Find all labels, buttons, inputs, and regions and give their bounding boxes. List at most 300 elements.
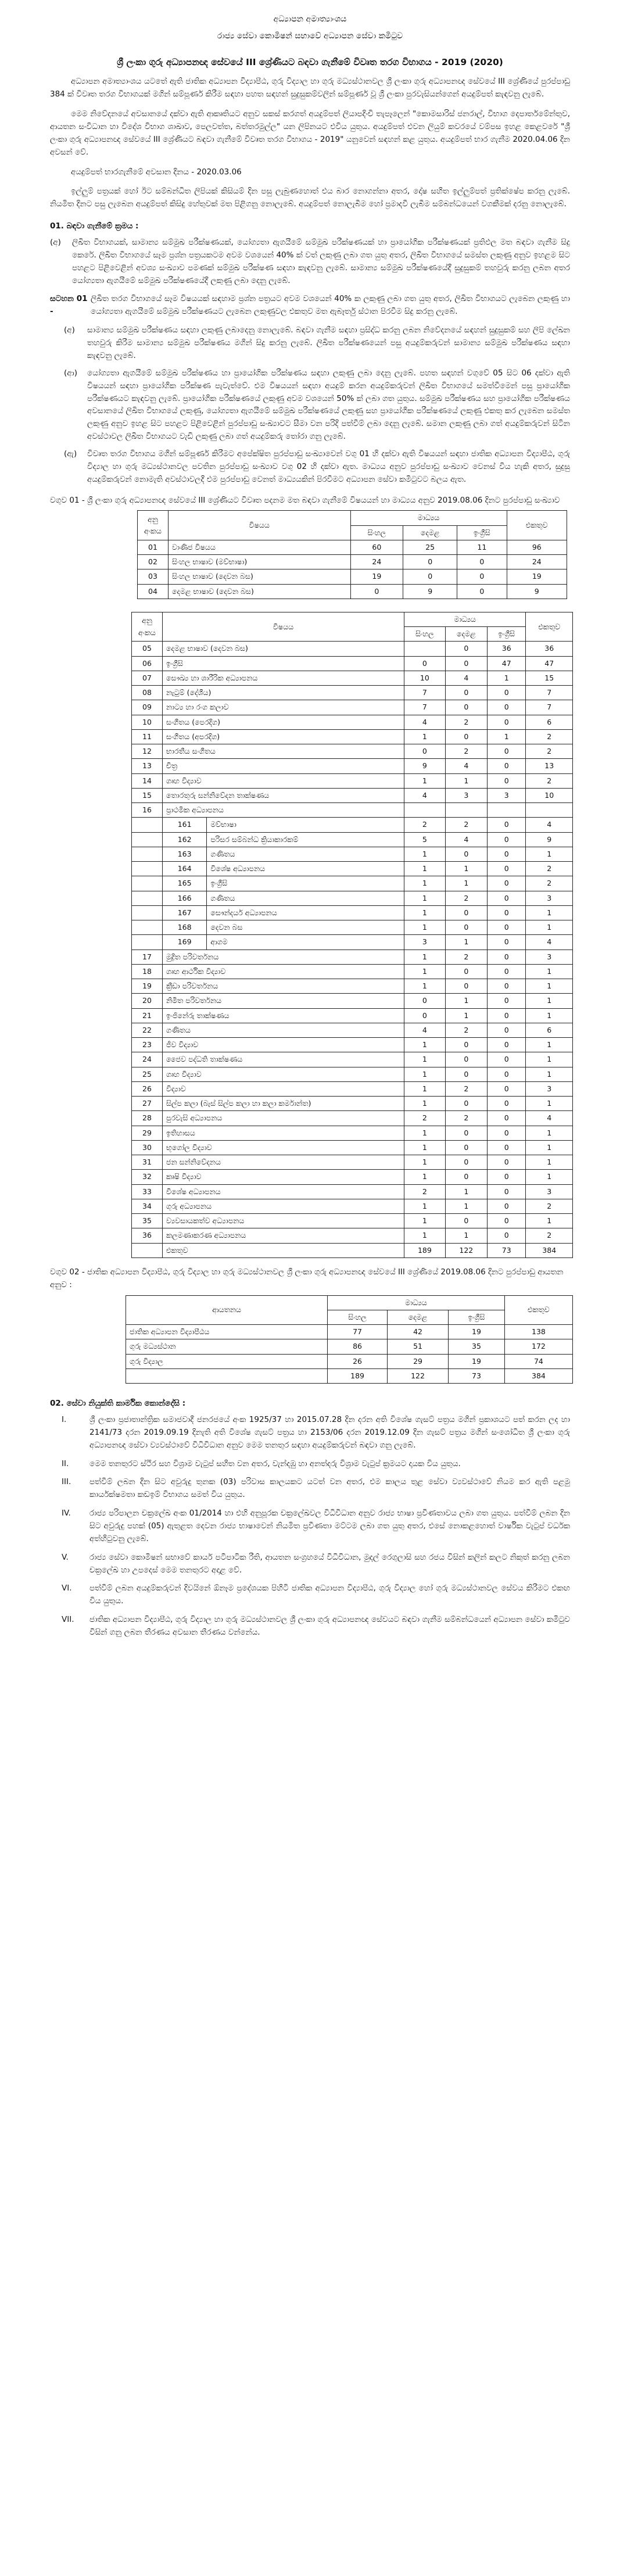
table-cell: 1 — [526, 847, 573, 861]
table-cell: ඉතිහාසය — [163, 1126, 404, 1140]
table-cell: 0 — [487, 876, 525, 891]
table-cell: 0 — [487, 818, 525, 832]
table-cell: 0 — [445, 656, 487, 671]
table-cell: 3 — [526, 891, 573, 905]
table-cell: කලමණාකරණ අධ්‍යාපනය — [163, 1228, 404, 1243]
table-cell: 1 — [445, 994, 487, 1008]
table-cell: 10 — [132, 715, 163, 729]
table-cell: 0 — [445, 1038, 487, 1052]
table-cell: 165 — [163, 876, 207, 891]
table-cell: 07 — [132, 671, 163, 685]
table-cell: 0 — [445, 1170, 487, 1184]
table-cell: 163 — [163, 847, 207, 861]
note-1 — [50, 293, 570, 318]
table-cell: 1 — [526, 1008, 573, 1023]
table-row — [132, 656, 573, 671]
col-header: ඉංග්‍රීසි — [487, 627, 525, 642]
table-cell: 25 — [132, 1067, 163, 1081]
table-cell: 0 — [487, 1228, 525, 1243]
table-cell: 0 — [487, 1155, 525, 1170]
table-cell: 1 — [526, 964, 573, 979]
table-cell — [126, 1368, 328, 1383]
table-cell: 1 — [404, 876, 446, 891]
table-cell: 162 — [163, 832, 207, 847]
table-cell: මුද්‍රිත පරිවර්තනය — [163, 950, 404, 964]
table-cell-empty — [132, 832, 163, 847]
table-cell: ගුරු අධ්‍යාපනය — [163, 1199, 404, 1213]
table-cell: 164 — [163, 862, 207, 876]
table-cell-empty — [132, 920, 163, 935]
table-cell: 166 — [163, 891, 207, 905]
table-cell: 1 — [445, 1184, 487, 1199]
table-cell: ආගම — [207, 935, 404, 950]
subitem-text: සාමාන්‍ය සම්මුඛ පරීක්ෂණය සඳහා ලකුණු ලබාදෙනු නොලැබේ. බඳවා ගැනීම සඳහා ප්‍රසිද්ධ කරනු ලබන නිවේදනයේ සඳහන් සුදුසුකම් සහ ලිපි ලේඛන තහවුරු කිරීම සාමාන්‍ය සම්මුඛ පරීක්ෂණය මගින් සිදු කරනු ලැබේ. ලිඛිත පරීක්ෂණයෙන් පසු අයදුම්කරුවන් සාමාන්‍ය සම්මුඛ පරීක්ෂණය සඳහා කැඳවනු ලැබේ. — [87, 325, 570, 360]
table-cell: 1 — [526, 979, 573, 994]
item-marker: (අ) — [50, 238, 61, 248]
table-cell: 27 — [132, 1097, 163, 1111]
col-header: දෙමළ — [445, 627, 487, 642]
table-cell: භාරතීය සංගීතය — [163, 744, 404, 759]
condition-text: මෙම තනතුරට ස්ථිර සහ විශ්‍රාම වැටුප් සහිත වන අතර, වැන්දඹු හා අනත්දරු විශ්‍රාම වැටුප් ක්‍රමයට දායක විය යුතුය. — [89, 1459, 461, 1468]
table-subrow — [132, 935, 573, 950]
table-cell: 14 — [132, 773, 163, 788]
table-cell: 172 — [504, 1339, 572, 1354]
table-cell: 19 — [449, 1354, 505, 1368]
table-cell: 1 — [404, 905, 446, 920]
table-cell: 1 — [526, 1170, 573, 1184]
table-cell: ගණිතය — [207, 847, 404, 861]
table-cell: 1 — [404, 1052, 446, 1067]
table-cell: 0 — [487, 920, 525, 935]
table-cell: 77 — [328, 1325, 388, 1339]
table-cell: 34 — [132, 1199, 163, 1213]
table-cell: 6 — [526, 1023, 573, 1037]
condition-marker: VI. — [62, 1583, 72, 1593]
table-cell: තොරතුරු සන්නිවේදන තාක්ෂණය — [163, 788, 404, 802]
table-cell: 169 — [163, 935, 207, 950]
table-cell: 0 — [445, 905, 487, 920]
table-row — [132, 729, 573, 744]
table-cell: 06 — [132, 656, 163, 671]
table-cell: 9 — [404, 759, 446, 773]
table-cell-empty — [132, 905, 163, 920]
table-cell: 35 — [132, 1214, 163, 1228]
table-cell: දෙවන බස — [207, 920, 404, 935]
section-2-heading: 02. සේවා නියුක්ති කාර්මික කොන්දේසි : — [50, 1399, 186, 1409]
table-cell: 1 — [526, 1052, 573, 1067]
table-cell: පුරවැසි අධ්‍යාපනය — [163, 1111, 404, 1126]
table-row — [132, 1023, 573, 1037]
table-cell: 9 — [507, 584, 567, 599]
table-cell: 1 — [404, 891, 446, 905]
table-cell: ගෘහ විද්‍යාව — [163, 1067, 404, 1081]
table-row — [132, 964, 573, 979]
table-row — [138, 555, 567, 569]
table-row — [132, 1038, 573, 1052]
table-cell: මව්භාෂා — [207, 818, 404, 832]
table-cell: 3 — [526, 1081, 573, 1096]
table-cell: චිත්‍ර — [163, 759, 404, 773]
condition-item — [62, 1414, 570, 1452]
table-cell: 2 — [445, 891, 487, 905]
table-row — [132, 979, 573, 994]
table-cell: 0 — [404, 656, 446, 671]
table-cell: 1 — [445, 862, 487, 876]
table-cell-empty — [132, 891, 163, 905]
table-total-row — [132, 1243, 573, 1257]
table-row — [132, 1214, 573, 1228]
table-cell-empty — [132, 818, 163, 832]
table-cell: 2 — [526, 1228, 573, 1243]
col-header: අනු අංකය — [132, 612, 163, 642]
table-cell: 1 — [445, 1228, 487, 1243]
table-cell: 09 — [132, 700, 163, 715]
table-cell: දෙමළ භාෂාව (දෙවන බස) — [163, 642, 404, 656]
table-cell: ජාතික අධ්‍යාපන විද්‍යාපීඨය — [126, 1325, 328, 1339]
table-subrow — [132, 876, 573, 891]
table-cell: 1 — [445, 1199, 487, 1213]
table-row — [132, 1097, 573, 1111]
table-subrow — [132, 818, 573, 832]
table-cell: 0 — [487, 1023, 525, 1037]
col-header: ආයතනය — [126, 1295, 328, 1325]
table-cell: 0 — [457, 584, 507, 599]
table-cell: විශේෂ අධ්‍යාපනය — [207, 862, 404, 876]
table-cell: 11 — [132, 729, 163, 744]
table-cell: 0 — [487, 1170, 525, 1184]
col-header: විෂයය — [163, 612, 404, 642]
table-row — [132, 1155, 573, 1170]
table-cell: 0 — [445, 729, 487, 744]
table-cell: 0 — [445, 964, 487, 979]
table-cell: 3 — [404, 935, 446, 950]
table-cell: ගෘහ විද්‍යාව — [163, 773, 404, 788]
table-cell: කෘෂි විද්‍යාව — [163, 1170, 404, 1184]
table-cell: 1 — [526, 1140, 573, 1155]
note-marker: සටහන 01 - — [50, 294, 88, 317]
table-row — [132, 773, 573, 788]
table-cell: 5 — [404, 832, 446, 847]
table-row — [132, 1081, 573, 1096]
col-header: සිංහල — [350, 525, 403, 540]
table-row — [132, 1184, 573, 1199]
table-cell: ව්‍යවසායකත්ව අධ්‍යාපනය — [163, 1214, 404, 1228]
note-text: ලිඛිත තරග විභාගයේ සෑම විෂයයක් සඳහාම ප්‍රශ්න පත්‍රයට අවම වශයෙන් 40% ක ලකුණු ලබා ගත යුතු අතර, ලිඛිත විභාගයට ලැබෙන ලකුණු හා යෝග්‍යතා ඇගයීමේ සම්මුඛ පරීක්ෂණයට ලැබෙන ලකුණුවල එකතුව මත ඇබෑර්තු ස්ථාන පිරවීම සිදු කරනු ලැබේ. — [91, 294, 570, 317]
table-cell: 4 — [445, 759, 487, 773]
table-cell: ඉංග්‍රීසි — [207, 876, 404, 891]
table-cell: 0 — [487, 847, 525, 861]
table-cell: 1 — [445, 876, 487, 891]
table-row — [132, 700, 573, 715]
condition-marker: VII. — [62, 1615, 74, 1625]
table-cell: 1 — [404, 1038, 446, 1052]
condition-item — [62, 1476, 570, 1502]
table-row — [132, 1052, 573, 1067]
table-cell: 2 — [404, 1184, 446, 1199]
table-cell — [132, 1243, 163, 1257]
col-header: දෙමළ — [387, 1310, 448, 1324]
table-row — [132, 686, 573, 700]
table-cell — [404, 803, 446, 818]
table-cell: 2 — [526, 1199, 573, 1213]
table-cell: 73 — [449, 1368, 505, 1383]
commission-name: රාජ්‍ය සේවා කොමිෂන් සභාවේ අධ්‍යාපන සේවා කමිටුව — [217, 31, 403, 41]
table-row — [132, 744, 573, 759]
table-1-caption: වගුව 01 - ශ්‍රී ලංකා ගුරු අධ්‍යාපනඥ සේවයේ III ශ්‍රේණියට විවෘත පදනම මත බඳවා ගැනීමේ විෂයයන් හා මාධ්‍යය අනුව 2019.08.06 දිනට පුරප්පාඩු සංඛ්‍යාව — [50, 495, 560, 505]
table-cell: ජීව විද්‍යාව — [163, 1038, 404, 1052]
table-cell: 1 — [526, 1155, 573, 1170]
vacancy-table-1-continued — [131, 612, 573, 1258]
table-cell: 02 — [138, 555, 169, 569]
table-row — [132, 1111, 573, 1126]
table-cell: 168 — [163, 920, 207, 935]
table-cell: 0 — [487, 950, 525, 964]
table-row — [132, 788, 573, 802]
table-cell: 0 — [403, 569, 457, 584]
table-cell: 138 — [504, 1325, 572, 1339]
table-cell: 1 — [487, 671, 525, 685]
table-cell: 0 — [445, 847, 487, 861]
table-row — [132, 1067, 573, 1081]
table-cell: 05 — [132, 642, 163, 656]
subitem-text: විවෘත තරග විභාගය මගින් සම්පූර්ණ කිරීමට අපේක්ෂිත පුරප්පාඩු සංඛ්‍යාවෙන් වගු 01 හි දක්වා ඇති විෂයයන් සඳහා ජාතික අධ්‍යාපන විද්‍යාපීඨ, ගුරු විද්‍යාල හා ගුරු මධ්‍යස්ථානවල පවතින පුරප්පාඩු සංඛ්‍යාව වගු 02 හි දක්වා ඇත. මාධ්‍යය අනුව පුරප්පාඩු සංඛ්‍යාව වෙනස් විය හැකි අතර, සුදුසු අයදුම්කරුවන් නොමැති අවස්ථාවලදී එම පුරප්පාඩු වෙනත් මාධ්‍යයකින් පිරවීමට අධ්‍යාපන සේවා කමිටුවට බලය ඇත. — [87, 449, 570, 484]
table-cell: 0 — [487, 759, 525, 773]
table-cell: 2 — [445, 1081, 487, 1096]
table-cell: 6 — [526, 715, 573, 729]
table-cell: ඉංග්‍රීසි — [163, 656, 404, 671]
table-cell: 74 — [504, 1354, 572, 1368]
table-cell: 36 — [487, 642, 525, 656]
table-cell: 2 — [445, 950, 487, 964]
table-cell: 0 — [445, 1140, 487, 1155]
table-cell: 0 — [445, 1214, 487, 1228]
table-cell — [487, 803, 525, 818]
subitem — [64, 324, 570, 363]
table-cell: පරිසර සම්බන්ධ ක්‍රියාකාරකම් — [207, 832, 404, 847]
table-row — [132, 1140, 573, 1155]
table-row — [126, 1339, 573, 1354]
section-1-heading: 01. බඳවා ගැනීමේ ක්‍රමය : — [50, 221, 139, 231]
table-cell: 29 — [132, 1126, 163, 1140]
table-cell: 1 — [526, 1038, 573, 1052]
table-cell: 0 — [487, 1097, 525, 1111]
condition-text: ශ්‍රී ලංකා ප්‍රජාතාන්ත්‍රික සමාජවාදී ජනරජයේ අංක 1925/37 හා 2015.07.28 දින දරන අති විශේෂ ගැසට් පත්‍රය මගින් ප්‍රකාශයට පත් කරන ලද හා 2141/73 දරන 2019.09.19 දිනැති අති විශේෂ ගැසට් පත්‍රය හා 2153/06 දරන 2019.12.09 දින ගැසට් පත්‍රය මගින් සංශෝධිත ශ්‍රී ලංකා ගුරු අධ්‍යාපනඥ සේවා ව්‍යවස්ථාවේ විධිවිධාන අනුව මෙම තනතුර සඳහා අයදුම්කරුවන් බඳවා ගනු ලැබේ. — [89, 1414, 570, 1450]
medium-header: මාධ්‍යය — [404, 612, 526, 626]
intro-paragraph-3: ඉල්ලුම් පත්‍රයක් හෝ ඊට සම්බන්ධිත ලිපියක් කිසියම් දින පසු ලැබුණහොත් එය බාර නොගන්නා අතර, දෝෂ සහිත ඉල්ලුම්පත් ප්‍රතික්ෂේප කරනු ලැබේ. නියමිත දිනට පසු ලැබෙන අයදුම්පත් කිසිදු හේතුවක් මත පිළිගනු නොලැබේ. අයදුම්පත් නොලැබීම හෝ ප්‍රමාදවී ලැබීම සම්බන්ධයෙන් වගකීමක් දරනු නොලැබේ. — [50, 187, 570, 209]
table-cell: සිංහල භාෂාව (දෙවන බස) — [169, 569, 351, 584]
table-cell: 31 — [132, 1155, 163, 1170]
table-cell: සෞඛ්‍ය හා ශාරීරික අධ්‍යාපනය — [163, 671, 404, 685]
table-cell: 2 — [445, 744, 487, 759]
condition-marker: V. — [62, 1552, 69, 1562]
col-header: විෂයය — [169, 511, 351, 540]
table-cell: 1 — [526, 1097, 573, 1111]
table-cell: ප්‍රාථමික අධ්‍යාපනය — [163, 803, 404, 818]
table-cell: ගෘහ ආර්ථික විද්‍යාව — [163, 964, 404, 979]
table-row — [138, 540, 567, 554]
table-cell: ජෛව පද්ධති තාක්ෂණය — [163, 1052, 404, 1067]
table-cell: 1 — [404, 920, 446, 935]
table-cell: 08 — [132, 686, 163, 700]
table-cell: සෞන්දර්ය අධ්‍යාපනය — [207, 905, 404, 920]
table-cell-empty — [132, 862, 163, 876]
table-row — [132, 759, 573, 773]
table-cell: 0 — [404, 1008, 446, 1023]
table-cell: 1 — [445, 773, 487, 788]
table-cell: 7 — [526, 700, 573, 715]
condition-text: ජාතික අධ්‍යාපන විද්‍යාපීඨ, ගුරු විද්‍යාල හා ගුරු මධ්‍යස්ථානවල ශ්‍රී ලංකා ගුරු අධ්‍යාපනඥ සේවයට බඳවා ගැනීම සම්බන්ධයෙන් අධ්‍යාපන සේවා කමිටුව විසින් ගනු ලබන තීරණය අවසාන තීරණය වන්නේය. — [89, 1615, 570, 1637]
col-header: එකතුව — [507, 511, 567, 540]
col-header: ඉංග්‍රීසි — [457, 525, 507, 540]
table-cell: 1 — [445, 1008, 487, 1023]
item-text: ලිඛිත විභාගයක්, සාමාන්‍ය සම්මුඛ පරීක්ෂණයක්, යෝග්‍යතා ඇගයීමේ සම්මුඛ පරීක්ෂණයක් හා ප්‍රායෝගික පරීක්ෂණයක් ප්‍රතිඵල මත බඳවා ගැනීම සිදු කෙරේ. ලිඛිත විභාගයේ සෑම ප්‍රශ්න පත්‍රයකටම අවම වශයෙන් 40% ක් වත් ලකුණු ලබා ගත යුතු අතර, ලිඛිත විභාගයේ සමස්ත ලකුණු අනුව ඉහළම සිට පහළට පිළිවෙළින් අවශ්‍ය සංඛ්‍යාව පමණක් සම්මුඛ පරීක්ෂණ සඳහා කැඳවනු ලැබේ. සාමාන්‍ය සම්මුඛ පරීක්ෂණයේදී සුදුසුකම් තහවුරු කරනු ලබන අතර යෝග්‍යතා ඇගයීමේ සම්මුඛ පරීක්ෂණයේදී ලකුණු ලබා දෙනු ලැබේ. — [72, 238, 570, 285]
table-cell: 12 — [132, 744, 163, 759]
condition-text: පත්වීම් ලබන අයදුම්කරුවන් දිවයිනේ ඕනෑම ප්‍රදේශයක පිහිටි ජාතික අධ්‍යාපන විද්‍යාපීඨ, ගුරු විද්‍යාල හෝ ගුරු මධ්‍යස්ථානවල සේවය කිරීමට එකඟ විය යුතුය. — [89, 1583, 570, 1606]
table-cell: 0 — [404, 994, 446, 1008]
table-cell: 1 — [404, 1214, 446, 1228]
table-cell: 1 — [404, 964, 446, 979]
section-1-subitems — [50, 324, 570, 486]
table-cell: 9 — [526, 832, 573, 847]
table-cell: 0 — [445, 1052, 487, 1067]
table-cell: 30 — [132, 1140, 163, 1155]
condition-marker: II. — [62, 1459, 69, 1468]
table-cell: 86 — [328, 1339, 388, 1354]
table-cell: 19 — [350, 569, 403, 584]
table-cell-empty — [132, 876, 163, 891]
table-cell: 167 — [163, 905, 207, 920]
table-subrow — [132, 920, 573, 935]
table-cell: 26 — [132, 1081, 163, 1096]
table-cell-empty — [132, 847, 163, 861]
table-cell: 24 — [132, 1052, 163, 1067]
table-cell: 1 — [404, 1140, 446, 1155]
table-cell: 42 — [387, 1325, 448, 1339]
table-cell: 384 — [526, 1243, 573, 1257]
table-cell: 1 — [526, 1214, 573, 1228]
closing-date: අයදුම්පත් භාරගැනීමේ අවසාන දිනය - 2020.03.06 — [71, 167, 242, 177]
table-cell: 0 — [403, 555, 457, 569]
table-cell: 4 — [445, 671, 487, 685]
table-cell: 32 — [132, 1170, 163, 1184]
table-cell: 0 — [487, 862, 525, 876]
table-cell: සංගීතය (පෙරදිග) — [163, 715, 404, 729]
table-cell: 1 — [404, 1199, 446, 1213]
table-row — [132, 715, 573, 729]
table-cell: 1 — [404, 1126, 446, 1140]
table-cell: 0 — [487, 964, 525, 979]
table-cell: සිංහල භාෂාව (මව්භාෂා) — [169, 555, 351, 569]
table-cell: 1 — [487, 729, 525, 744]
vacancy-by-institution-table — [126, 1295, 573, 1384]
table-cell: ඉංජිනේරු තාක්ෂණය — [163, 1008, 404, 1023]
condition-item — [62, 1614, 570, 1639]
table-cell: 47 — [526, 656, 573, 671]
table-cell: 1 — [404, 1081, 446, 1096]
table-cell: 3 — [445, 788, 487, 802]
table-cell: 189 — [404, 1243, 446, 1257]
table-row — [132, 1228, 573, 1243]
table-cell: 0 — [445, 920, 487, 935]
table-cell: 0 — [487, 1052, 525, 1067]
table-cell: 3 — [487, 788, 525, 802]
table-cell — [404, 642, 446, 656]
condition-marker: III. — [62, 1477, 71, 1487]
table-subrow — [132, 832, 573, 847]
table-row — [132, 1126, 573, 1140]
table-cell: දෙමළ භාෂාව (දෙවන බස) — [169, 584, 351, 599]
table-cell: 122 — [445, 1243, 487, 1257]
table-cell: 0 — [487, 905, 525, 920]
table-cell: 161 — [163, 818, 207, 832]
table-cell: 0 — [487, 1140, 525, 1155]
table-cell: 1 — [526, 1067, 573, 1081]
table-cell: 4 — [404, 1023, 446, 1037]
table-cell: 1 — [526, 994, 573, 1008]
table-cell: 04 — [138, 584, 169, 599]
table-cell: 0 — [487, 935, 525, 950]
section-1-item-a — [50, 237, 570, 287]
table-cell: 4 — [526, 935, 573, 950]
table-cell: 2 — [526, 862, 573, 876]
table-cell: 4 — [404, 715, 446, 729]
table-cell: 2 — [445, 1111, 487, 1126]
table-cell: 4 — [445, 832, 487, 847]
table-cell: නිමිත පරිවර්තනය — [163, 994, 404, 1008]
col-header: සිංහල — [328, 1310, 388, 1324]
table-cell: 1 — [404, 1097, 446, 1111]
table-cell: 26 — [328, 1354, 388, 1368]
table-cell — [445, 803, 487, 818]
table-row — [126, 1354, 573, 1368]
table-subrow — [132, 891, 573, 905]
table-row — [132, 803, 573, 818]
table-cell: 189 — [328, 1368, 388, 1383]
table-cell: 24 — [507, 555, 567, 569]
col-header: එකතුව — [526, 612, 573, 642]
table-cell: 0 — [457, 569, 507, 584]
table-cell: 0 — [487, 1081, 525, 1096]
table-cell: 15 — [132, 788, 163, 802]
table-cell: 15 — [526, 671, 573, 685]
table-cell: 0 — [445, 642, 487, 656]
table-row — [132, 642, 573, 656]
table-cell: 18 — [132, 964, 163, 979]
col-header: අනු අංකය — [138, 511, 169, 540]
medium-header: මාධ්‍යය — [328, 1295, 505, 1310]
table-cell-empty — [132, 935, 163, 950]
table-cell: ගුරු විද්‍යාල — [126, 1354, 328, 1368]
table-cell: 0 — [487, 1199, 525, 1213]
table-cell: 29 — [387, 1354, 448, 1368]
table-cell: 22 — [132, 1023, 163, 1037]
intro-paragraph-1: අධ්‍යාපන අමාත්‍යාංශය යටතේ ඇති ජාතික අධ්‍යාපන විද්‍යාපීඨ, ගුරු විද්‍යාල හා ගුරු මධ්‍යස්ථානවල ශ්‍රී ලංකා ගුරු අධ්‍යාපනඥ සේවයේ III ශ්‍රේණියේ පුරප්පාඩු 384 ක් විවෘත තරග විභාගයක් මගින් සම්පූර්ණ කිරීම සඳහා පහත සඳහන් සුදුසුකම්වලින් සම්පූර්ණ වූ ශ්‍රී ලංකා පුරවැසියන්ගෙන් අයදුම්පත් කැඳවනු ලැබේ. — [50, 77, 570, 99]
table-cell: ගණිතය — [207, 891, 404, 905]
table-cell: 0 — [445, 1126, 487, 1140]
table-cell: 16 — [132, 803, 163, 818]
table-cell: 0 — [487, 891, 525, 905]
table-row — [132, 950, 573, 964]
table-row — [126, 1325, 573, 1339]
table-cell: 0 — [487, 1038, 525, 1052]
subitem-marker: (ඇ) — [64, 449, 77, 458]
table-cell: 36 — [526, 642, 573, 656]
table-cell: ක්‍රීඩා පරිවර්තනය — [163, 979, 404, 994]
table-cell: 21 — [132, 1008, 163, 1023]
table-cell: නාට්‍ය හා රංග කලාව — [163, 700, 404, 715]
table-cell: 3 — [526, 1184, 573, 1199]
table-cell: 1 — [404, 979, 446, 994]
